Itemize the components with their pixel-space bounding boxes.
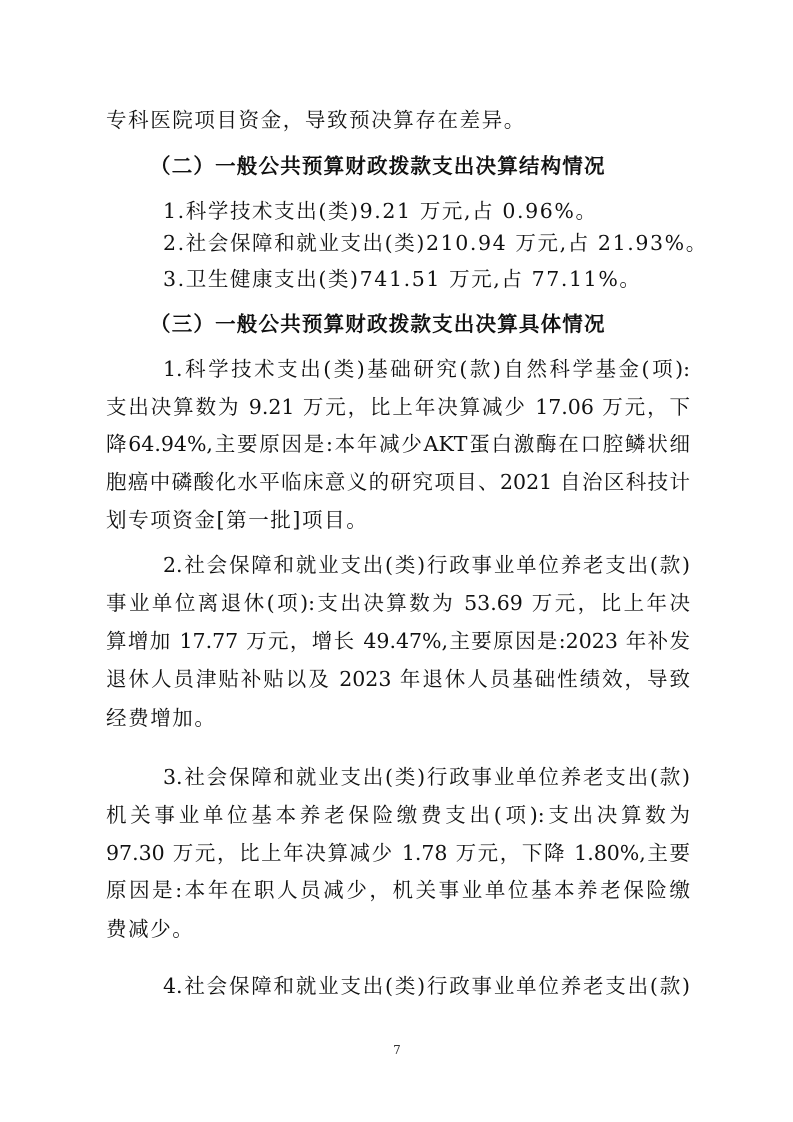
paragraph-line: 2.社会保障和就业支出(类)210.94 万元,占 21.93%。 [163, 231, 708, 255]
paragraph-line: 经费增加。 [106, 706, 217, 730]
paragraph-line: 4.社会保障和就业支出(类)行政事业单位养老支出(款) [163, 974, 690, 998]
paragraph-line: 算增加 17.77 万元，增长 49.47%,主要原因是:2023 年补发 [106, 629, 690, 653]
paragraph-line: 划专项资金[第一批]项目。 [106, 508, 369, 532]
page-number: 7 [393, 1043, 401, 1057]
paragraph-line: 专科医院项目资金，导致预决算存在差异。 [106, 108, 526, 132]
paragraph-line: 97.30 万元，比上年决算减少 1.78 万元，下降 1.80%,主要 [106, 841, 690, 865]
paragraph-line: 原因是:本年在职人员减少，机关事业单位基本养老保险缴 [106, 878, 690, 902]
paragraph-line: 事业单位离退休(项):支出决算数为 53.69 万元，比上年决 [106, 591, 690, 615]
paragraph-line: 1.科学技术支出(类)9.21 万元,占 0.96%。 [163, 199, 598, 223]
paragraph-line: 1.科学技术支出(类)基础研究(款)自然科学基金(项): [163, 357, 690, 381]
paragraph-line: 机关事业单位基本养老保险缴费支出(项):支出决算数为 [106, 803, 690, 827]
paragraph-line: 2.社会保障和就业支出(类)行政事业单位养老支出(款) [163, 553, 690, 577]
section-heading: （三）一般公共预算财政拨款支出决算具体情况 [150, 312, 606, 336]
paragraph-line: 费减少。 [106, 917, 195, 941]
section-heading: （二）一般公共预算财政拨款支出决算结构情况 [150, 154, 606, 178]
paragraph-line: 降64.94%,主要原因是:本年减少AKT蛋白激酶在口腔鳞状细 [106, 432, 690, 456]
paragraph-line: 3.卫生健康支出(类)741.51 万元,占 77.11%。 [163, 267, 642, 291]
paragraph-line: 退休人员津贴补贴以及 2023 年退休人员基础性绩效，导致 [106, 667, 690, 691]
paragraph-line: 3.社会保障和就业支出(类)行政事业单位养老支出(款) [163, 765, 690, 789]
paragraph-line: 胞癌中磷酸化水平临床意义的研究项目、2021 自治区科技计 [106, 470, 690, 494]
paragraph-line: 支出决算数为 9.21 万元，比上年决算减少 17.06 万元，下 [106, 395, 690, 419]
